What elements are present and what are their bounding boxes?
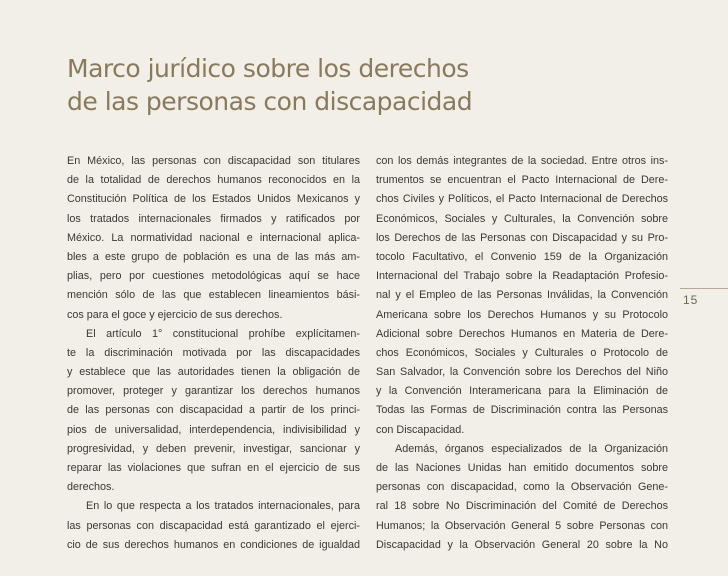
page-title-line-1: Marco jurídico sobre los derechos — [67, 54, 469, 83]
text-line: personas con discapacidad, como la Observación Gene- — [376, 481, 668, 494]
text-line: de la totalidad de derechos humanos reconocidos en la — [67, 174, 360, 187]
text-line: de las personas con discapacidad a partir de los princi- — [67, 404, 360, 417]
text-line: Americana sobre los Derechos Humanos y su Protocolo — [376, 308, 668, 321]
left-text-column — [67, 152, 360, 555]
text-line: bles a este grupo de población es una de las más am- — [67, 250, 360, 263]
text-line: nal y el Empleo de las Personas Inválidas, la Convención — [376, 289, 668, 302]
text-line: progresividad, y deben prevenir, investigar, sancionar y — [67, 442, 360, 455]
page-title-line-2: de las personas con discapacidad — [67, 87, 473, 116]
text-line: derechos. — [67, 481, 115, 494]
text-line: En lo que respecta a los tratados internacionales, para — [86, 500, 360, 513]
text-line: chos Civiles y Políticos, el Pacto Internacional de Derechos — [376, 193, 668, 206]
text-line: con Discapacidad. — [376, 423, 465, 436]
text-line: Además, órganos especializados de la Organización — [395, 442, 668, 455]
text-line: chos Económicos, Sociales y Culturales o Protocolo de — [376, 346, 668, 359]
text-line: reparar las violaciones que sufran en el ejercicio de sus — [67, 462, 360, 474]
text-line: plias, pero por cuestiones metodológicas aquí se hace — [67, 270, 360, 283]
text-line: los Derechos de las Personas con Discapacidad y su Pro- — [376, 231, 668, 244]
text-line: y establece que las autoridades tienen la obligación de — [67, 366, 360, 379]
text-line: En México, las personas con discapacidad son titulares — [67, 155, 360, 167]
text-line: México. La normatividad nacional e internacional aplica- — [67, 231, 360, 244]
text-line: los tratados internacionales firmados y ratificados por — [67, 212, 360, 225]
text-line: Adicional sobre Derechos Humanos en Materia de Dere- — [376, 327, 668, 340]
text-line: cos para el goce y ejercicio de sus derechos. — [67, 308, 283, 321]
text-line: las personas con discapacidad está garantizado el ejerci- — [67, 519, 360, 532]
text-line: mención sólo de las que establecen lineamientos bási- — [67, 289, 360, 302]
right-text-column — [376, 152, 668, 555]
page-number-divider — [680, 288, 728, 289]
text-line: con los demás integrantes de la sociedad. Entre otros ins- — [376, 155, 668, 167]
text-line: promover, proteger y garantizar los derechos humanos — [67, 385, 360, 398]
text-line: y la Convención Interamericana para la Eliminación de — [376, 385, 668, 398]
text-line: ral 18 sobre No Discriminación del Comité de Derechos — [376, 500, 668, 513]
text-line: Económicos, Sociales y Culturales, la Convención sobre — [376, 212, 668, 225]
text-line: tocolo Facultativo, el Convenio 159 de la Organización — [376, 250, 668, 263]
text-line: Discapacidad y la Observación General 20 sobre la No — [376, 538, 668, 551]
text-line: te la discriminación motivada por las discapacidades — [67, 346, 360, 359]
page-number: 15 — [683, 293, 699, 307]
text-line: Constitución Política de los Estados Unidos Mexicanos y — [67, 193, 360, 206]
text-line: El artículo 1° constitucional prohíbe explícitamen- — [86, 327, 360, 340]
text-line: de las Naciones Unidas han emitido documentos sobre — [376, 462, 668, 474]
page-title — [67, 52, 627, 118]
text-line: trumentos se encuentran el Pacto Internacional de Dere- — [376, 174, 668, 187]
text-line: San Salvador, la Convención sobre los Derechos del Niño — [376, 366, 668, 379]
text-line: Humanos; la Observación General 5 sobre Personas con — [376, 519, 668, 532]
text-line: pios de universalidad, interdependencia, indivisibilidad y — [67, 423, 360, 436]
text-line: Internacional del Trabajo sobre la Readaptación Profesio- — [376, 270, 668, 283]
text-line: cio de sus derechos humanos en condiciones de igualdad — [67, 538, 360, 551]
text-line: Todas las Formas de Discriminación contra las Personas — [376, 404, 668, 417]
